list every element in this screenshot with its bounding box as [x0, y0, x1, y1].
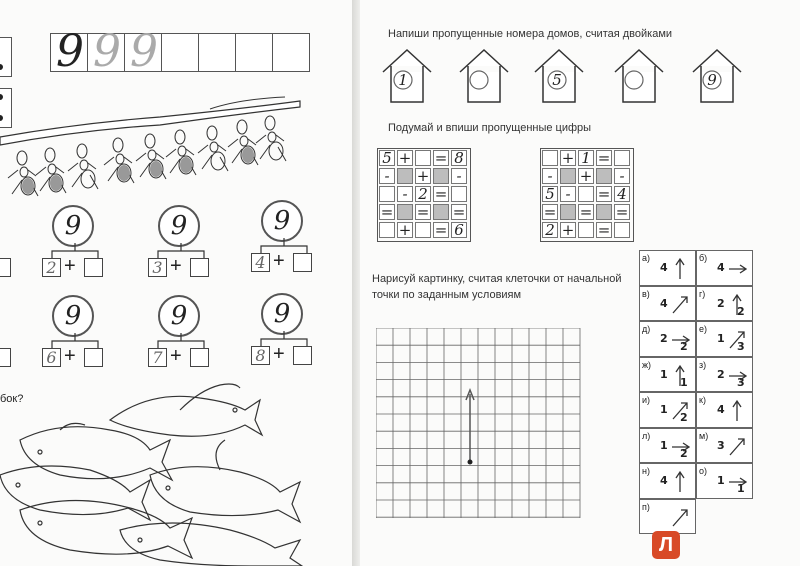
- puzzle-cell[interactable]: [578, 222, 594, 238]
- houses-instruction: Напиши пропущенные номера домов, считая двойками: [388, 28, 673, 40]
- puzzle-cell: =: [452, 203, 466, 221]
- rule-count: 1: [737, 482, 745, 495]
- puzzle-cell: [596, 204, 612, 220]
- puzzle-cell[interactable]: [542, 150, 558, 166]
- rule-letter: н): [642, 466, 650, 476]
- house-number: 9: [707, 71, 717, 89]
- puzzle-cell: -: [451, 168, 467, 184]
- filled-digit: 7: [152, 348, 163, 367]
- direction-arrow-icon: [670, 293, 690, 317]
- direction-arrow-icon: [727, 328, 747, 352]
- rule-cell: [639, 357, 696, 393]
- plus-sign: +: [64, 255, 76, 277]
- filled-digit: 3: [152, 258, 163, 277]
- puzzle-cell[interactable]: [379, 186, 395, 202]
- rule-letter: о): [699, 466, 708, 476]
- puzzle-cell: -: [379, 168, 395, 184]
- rule-count: 2: [717, 367, 725, 381]
- rule-count: 2: [737, 304, 745, 318]
- puzzle-cell: -: [542, 168, 558, 184]
- rule-count: 4: [660, 296, 668, 310]
- answer-box-empty[interactable]: [84, 258, 103, 277]
- rule-count: 1: [717, 474, 725, 487]
- rule-count: 1: [660, 403, 668, 416]
- puzzle-cell: =: [615, 203, 629, 221]
- partial-dice-box: [0, 37, 12, 77]
- partial-answer-box: [0, 348, 11, 367]
- rule-letter: к): [699, 395, 706, 405]
- puzzle-cell: =: [579, 203, 593, 221]
- puzzle-cell: +: [561, 221, 575, 239]
- puzzle-cell: =: [597, 221, 611, 239]
- puzzle-cell: =: [434, 149, 448, 167]
- answer-box-empty[interactable]: [190, 348, 209, 367]
- nine-digit-trace: 9: [93, 26, 121, 77]
- nine-digit: 9: [56, 26, 84, 77]
- rule-count: 4: [717, 261, 725, 274]
- book-spine: [352, 0, 360, 566]
- rule-letter: д): [642, 324, 651, 334]
- direction-arrow-icon: [727, 257, 747, 281]
- rule-count: 2: [717, 296, 725, 310]
- puzzle-cell: =: [416, 203, 430, 221]
- rule-count: 4: [660, 474, 668, 487]
- overlapping-fish-illustration: [0, 380, 352, 566]
- rule-cell: [696, 286, 753, 322]
- puzzle-cell: [433, 204, 449, 220]
- plus-sign: +: [170, 255, 182, 277]
- rule-letter: г): [699, 288, 706, 299]
- rule-letter: з): [699, 359, 707, 370]
- rule-cell: [639, 428, 696, 464]
- rule-letter: е): [699, 324, 708, 334]
- rule-count: 4: [717, 403, 725, 416]
- filled-digit: 8: [255, 346, 266, 365]
- rule-cell: [696, 357, 753, 393]
- drawing-instruction-line1: Нарисуй картинку, считая клеточки от начальной: [372, 273, 622, 285]
- direction-arrow-icon: [670, 364, 690, 388]
- puzzle-cell: -: [397, 186, 413, 202]
- cross-number-puzzle-2: [540, 148, 634, 242]
- house-number: 1: [398, 71, 408, 89]
- direction-arrow-icon: [727, 364, 747, 388]
- puzzle-cell: =: [434, 221, 448, 239]
- puzzle-cell: [397, 168, 413, 184]
- number-circle: 9: [158, 295, 200, 337]
- filled-digit: 2: [46, 258, 57, 277]
- rule-letter: п): [642, 501, 650, 512]
- rule-count: 2: [680, 446, 688, 460]
- direction-arrow-icon: [670, 328, 690, 352]
- rule-cell: [639, 499, 696, 535]
- rule-cell: [696, 250, 753, 286]
- cross-number-puzzle-1: [377, 148, 471, 242]
- plus-sign: +: [273, 250, 285, 272]
- puzzle-cell: 5: [542, 186, 558, 202]
- puzzle-cell: +: [398, 221, 412, 239]
- plus-sign: +: [273, 343, 285, 365]
- rule-cell: [696, 463, 753, 499]
- rule-count: 1: [717, 332, 725, 345]
- direction-arrow-icon: [727, 435, 747, 459]
- rule-cell: [696, 392, 753, 428]
- puzzle-cell: =: [434, 185, 448, 203]
- answer-box-empty[interactable]: [293, 346, 312, 365]
- rule-letter: и): [642, 395, 651, 405]
- direction-arrow-icon: [727, 399, 747, 423]
- number-circle: 9: [261, 200, 303, 242]
- rule-cell: [639, 250, 696, 286]
- number-circle: 9: [52, 295, 94, 337]
- answer-box-empty[interactable]: [190, 258, 209, 277]
- puzzle-cell[interactable]: [415, 150, 431, 166]
- direction-arrow-icon: [727, 293, 747, 317]
- filled-digit: 6: [46, 348, 57, 367]
- puzzle-cell[interactable]: [578, 186, 594, 202]
- direction-arrow-icon: [727, 470, 747, 494]
- puzzle-cell: -: [614, 168, 630, 184]
- rule-cell: [639, 286, 696, 322]
- puzzle-cell: +: [579, 167, 593, 185]
- rule-count: 3: [717, 438, 725, 452]
- direction-arrow-icon: [670, 257, 690, 281]
- rule-count: 2: [680, 340, 688, 353]
- puzzle-cell: 1: [578, 150, 594, 166]
- filled-digit: 4: [255, 253, 266, 272]
- rule-count: 3: [737, 375, 745, 389]
- puzzle-cell: +: [416, 167, 430, 185]
- rule-cell: [696, 428, 753, 464]
- puzzle-cell[interactable]: [614, 150, 630, 166]
- rule-count: 4: [660, 261, 668, 274]
- puzzle-cell[interactable]: [614, 222, 630, 238]
- rule-count: 2: [680, 411, 688, 424]
- rule-letter: м): [699, 430, 709, 441]
- nine-digit-trace: 9: [130, 26, 158, 77]
- number-circle: 9: [158, 205, 200, 247]
- rule-count: 1: [660, 367, 668, 381]
- partial-question-text: бок?: [0, 393, 24, 405]
- puzzle-cell: +: [561, 149, 575, 167]
- rule-letter: л): [642, 430, 651, 441]
- drawing-grid[interactable]: [376, 328, 582, 520]
- publisher-logo: Л: [652, 531, 680, 559]
- partial-answer-box: [0, 258, 11, 277]
- puzzle-cell: =: [597, 185, 611, 203]
- rule-cell: [639, 392, 696, 428]
- puzzle-cell: 2: [415, 186, 431, 202]
- drawing-instruction-line2: точки по заданным условиям: [372, 289, 522, 301]
- puzzle-cell[interactable]: [451, 186, 467, 202]
- direction-arrow-icon: [670, 470, 690, 494]
- rule-letter: б): [699, 253, 708, 263]
- rule-count: 3: [737, 340, 745, 353]
- puzzle-cell: =: [597, 149, 611, 167]
- puzzle-cell: 5: [379, 150, 395, 166]
- puzzle-cell: =: [543, 203, 557, 221]
- puzzle-cell: 2: [542, 222, 558, 238]
- rule-letter: в): [642, 288, 650, 299]
- rule-cell: [639, 321, 696, 357]
- puzzle-cell[interactable]: [415, 222, 431, 238]
- puzzle-cell[interactable]: [379, 222, 395, 238]
- puzzle-cell: [560, 168, 576, 184]
- house-number: 5: [552, 71, 562, 89]
- puzzle-cell: [560, 204, 576, 220]
- plus-sign: +: [64, 345, 76, 367]
- puzzle-cell: 8: [451, 150, 467, 166]
- direction-arrow-icon: [670, 506, 690, 530]
- direction-arrow-icon: [670, 435, 690, 459]
- puzzle-cell: +: [398, 149, 412, 167]
- plus-sign: +: [170, 345, 182, 367]
- number-circle: 9: [52, 205, 94, 247]
- rule-cell: [639, 463, 696, 499]
- rule-cell: [696, 321, 753, 357]
- rule-letter: а): [642, 253, 651, 263]
- answer-box-empty[interactable]: [84, 348, 103, 367]
- puzzle-cell: [397, 204, 413, 220]
- direction-arrow-icon: [670, 399, 690, 423]
- ants-on-branch-illustration: [0, 95, 352, 205]
- puzzle-cell: =: [380, 203, 394, 221]
- number-circle: 9: [261, 293, 303, 335]
- rule-letter: ж): [642, 359, 652, 370]
- digits-instruction: Подумай и впиши пропущенные цифры: [388, 122, 592, 134]
- answer-box-empty[interactable]: [293, 253, 312, 272]
- puzzle-cell: 6: [451, 222, 467, 238]
- puzzle-cell: [596, 168, 612, 184]
- puzzle-cell: 4: [614, 186, 630, 202]
- rule-count: 2: [660, 332, 668, 345]
- puzzle-cell: [433, 168, 449, 184]
- rule-count: 1: [680, 375, 688, 389]
- rule-count: 1: [660, 438, 668, 452]
- puzzle-cell: -: [560, 186, 576, 202]
